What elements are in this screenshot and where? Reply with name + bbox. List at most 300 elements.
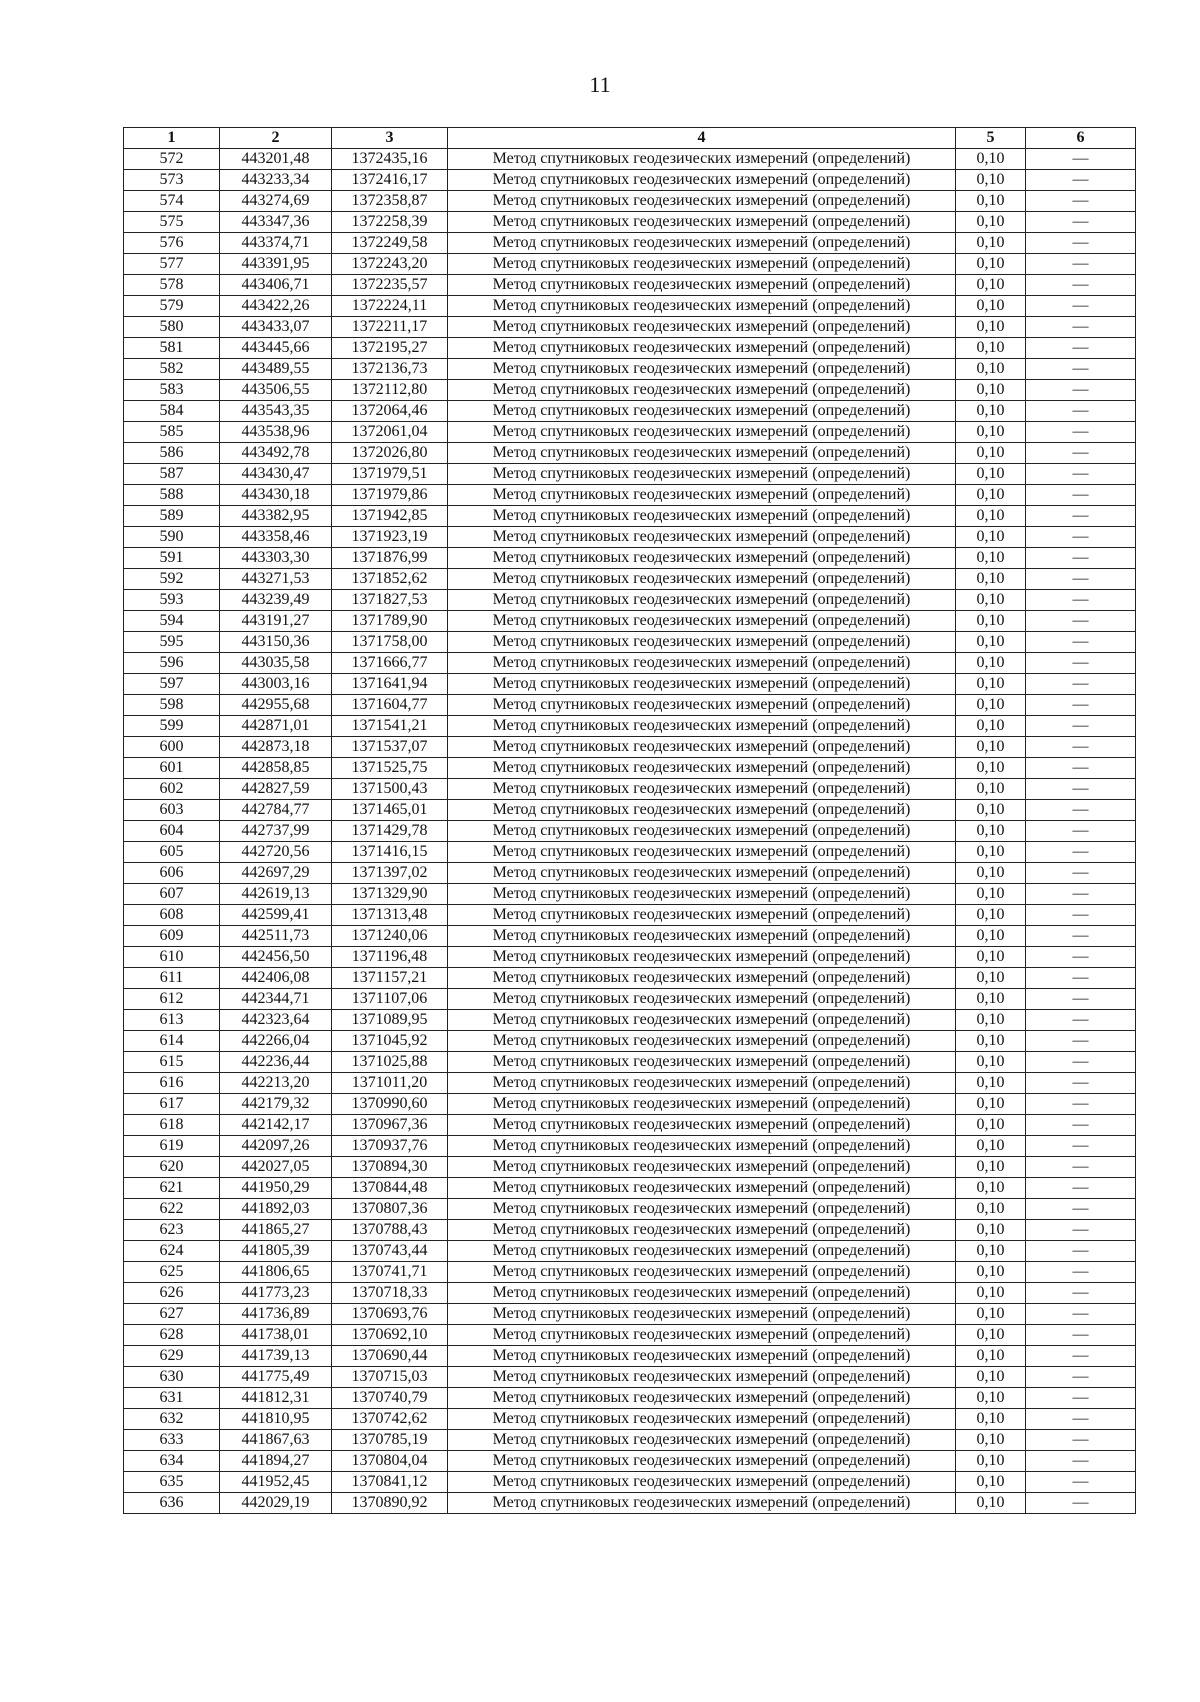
table-row: [124, 674, 1136, 695]
x-coordinate-cell: 442784,77: [220, 800, 332, 821]
note-cell: —: [1026, 317, 1136, 338]
x-coordinate-cell: 442179,32: [220, 1094, 332, 1115]
y-coordinate-cell: 1371979,51: [332, 464, 448, 485]
method-cell: Метод спутниковых геодезических измерений (определений): [448, 716, 956, 737]
x-coordinate-cell: 443303,30: [220, 548, 332, 569]
y-coordinate-cell: 1371313,48: [332, 905, 448, 926]
method-cell: Метод спутниковых геодезических измерений (определений): [448, 737, 956, 758]
y-coordinate-cell: 1371942,85: [332, 506, 448, 527]
x-coordinate-cell: 442955,68: [220, 695, 332, 716]
y-coordinate-cell: 1372026,80: [332, 443, 448, 464]
x-coordinate-cell: 443382,95: [220, 506, 332, 527]
point-number-cell: 614: [124, 1031, 220, 1052]
note-cell: —: [1026, 1115, 1136, 1136]
table-row: [124, 1262, 1136, 1283]
y-coordinate-cell: 1372224,11: [332, 296, 448, 317]
table-row: [124, 1367, 1136, 1388]
note-cell: —: [1026, 422, 1136, 443]
method-cell: Метод спутниковых геодезических измерений (определений): [448, 569, 956, 590]
note-cell: —: [1026, 464, 1136, 485]
table-row: [124, 401, 1136, 422]
point-number-cell: 632: [124, 1409, 220, 1430]
table-row: [124, 1073, 1136, 1094]
accuracy-cell: 0,10: [956, 653, 1026, 674]
note-cell: —: [1026, 674, 1136, 695]
table-row: [124, 422, 1136, 443]
point-number-cell: 574: [124, 191, 220, 212]
x-coordinate-cell: 443406,71: [220, 275, 332, 296]
note-cell: —: [1026, 548, 1136, 569]
table-header-row: [124, 128, 1136, 149]
y-coordinate-cell: 1370715,03: [332, 1367, 448, 1388]
x-coordinate-cell: 442029,19: [220, 1493, 332, 1514]
point-number-cell: 636: [124, 1493, 220, 1514]
method-cell: Метод спутниковых геодезических измерений (определений): [448, 1325, 956, 1346]
y-coordinate-cell: 1371666,77: [332, 653, 448, 674]
point-number-cell: 624: [124, 1241, 220, 1262]
x-coordinate-cell: 441806,65: [220, 1262, 332, 1283]
y-coordinate-cell: 1372358,87: [332, 191, 448, 212]
y-coordinate-cell: 1370690,44: [332, 1346, 448, 1367]
table-row: [124, 905, 1136, 926]
method-cell: Метод спутниковых геодезических измерений (определений): [448, 296, 956, 317]
table-row: [124, 149, 1136, 170]
y-coordinate-cell: 1371465,01: [332, 800, 448, 821]
method-cell: Метод спутниковых геодезических измерений (определений): [448, 1346, 956, 1367]
method-cell: Метод спутниковых геодезических измерений (определений): [448, 275, 956, 296]
method-cell: Метод спутниковых геодезических измерений (определений): [448, 1073, 956, 1094]
column-header-1: 1: [124, 128, 220, 149]
note-cell: —: [1026, 590, 1136, 611]
point-number-cell: 625: [124, 1262, 220, 1283]
point-number-cell: 595: [124, 632, 220, 653]
point-number-cell: 617: [124, 1094, 220, 1115]
x-coordinate-cell: 442737,99: [220, 821, 332, 842]
x-coordinate-cell: 442858,85: [220, 758, 332, 779]
method-cell: Метод спутниковых геодезических измерений (определений): [448, 947, 956, 968]
accuracy-cell: 0,10: [956, 1409, 1026, 1430]
method-cell: Метод спутниковых геодезических измерений (определений): [448, 1304, 956, 1325]
method-cell: Метод спутниковых геодезических измерений (определений): [448, 863, 956, 884]
table-row: [124, 989, 1136, 1010]
note-cell: —: [1026, 695, 1136, 716]
x-coordinate-cell: 442619,13: [220, 884, 332, 905]
note-cell: —: [1026, 275, 1136, 296]
accuracy-cell: 0,10: [956, 296, 1026, 317]
x-coordinate-cell: 441738,01: [220, 1325, 332, 1346]
method-cell: Метод спутниковых геодезических измерений (определений): [448, 1241, 956, 1262]
note-cell: —: [1026, 968, 1136, 989]
note-cell: —: [1026, 1241, 1136, 1262]
x-coordinate-cell: 441810,95: [220, 1409, 332, 1430]
method-cell: Метод спутниковых геодезических измерений (определений): [448, 338, 956, 359]
method-cell: Метод спутниковых геодезических измерений (определений): [448, 1031, 956, 1052]
point-number-cell: 623: [124, 1220, 220, 1241]
x-coordinate-cell: 442213,20: [220, 1073, 332, 1094]
y-coordinate-cell: 1370785,19: [332, 1430, 448, 1451]
x-coordinate-cell: 441865,27: [220, 1220, 332, 1241]
table-row: [124, 275, 1136, 296]
table-row: [124, 1430, 1136, 1451]
accuracy-cell: 0,10: [956, 527, 1026, 548]
accuracy-cell: 0,10: [956, 1367, 1026, 1388]
y-coordinate-cell: 1371157,21: [332, 968, 448, 989]
table-row: [124, 863, 1136, 884]
table-row: [124, 1157, 1136, 1178]
point-number-cell: 576: [124, 233, 220, 254]
method-cell: Метод спутниковых геодезических измерений (определений): [448, 1094, 956, 1115]
note-cell: —: [1026, 653, 1136, 674]
point-number-cell: 601: [124, 758, 220, 779]
note-cell: —: [1026, 485, 1136, 506]
point-number-cell: 618: [124, 1115, 220, 1136]
method-cell: Метод спутниковых геодезических измерений (определений): [448, 1409, 956, 1430]
table-row: [124, 443, 1136, 464]
y-coordinate-cell: 1370841,12: [332, 1472, 448, 1493]
note-cell: —: [1026, 1031, 1136, 1052]
point-number-cell: 620: [124, 1157, 220, 1178]
y-coordinate-cell: 1370740,79: [332, 1388, 448, 1409]
table-row: [124, 1220, 1136, 1241]
accuracy-cell: 0,10: [956, 968, 1026, 989]
x-coordinate-cell: 441812,31: [220, 1388, 332, 1409]
note-cell: —: [1026, 254, 1136, 275]
y-coordinate-cell: 1370844,48: [332, 1178, 448, 1199]
table-row: [124, 569, 1136, 590]
point-number-cell: 604: [124, 821, 220, 842]
y-coordinate-cell: 1370967,36: [332, 1115, 448, 1136]
y-coordinate-cell: 1370890,92: [332, 1493, 448, 1514]
point-number-cell: 589: [124, 506, 220, 527]
note-cell: —: [1026, 170, 1136, 191]
point-number-cell: 605: [124, 842, 220, 863]
table-row: [124, 779, 1136, 800]
point-number-cell: 588: [124, 485, 220, 506]
y-coordinate-cell: 1372211,17: [332, 317, 448, 338]
point-number-cell: 583: [124, 380, 220, 401]
y-coordinate-cell: 1371011,20: [332, 1073, 448, 1094]
y-coordinate-cell: 1371107,06: [332, 989, 448, 1010]
y-coordinate-cell: 1370741,71: [332, 1262, 448, 1283]
point-number-cell: 590: [124, 527, 220, 548]
x-coordinate-cell: 443543,35: [220, 401, 332, 422]
x-coordinate-cell: 442871,01: [220, 716, 332, 737]
table-row: [124, 1409, 1136, 1430]
method-cell: Метод спутниковых геодезических измерений (определений): [448, 1367, 956, 1388]
method-cell: Метод спутниковых геодезических измерений (определений): [448, 1493, 956, 1514]
method-cell: Метод спутниковых геодезических измерений (определений): [448, 821, 956, 842]
point-number-cell: 586: [124, 443, 220, 464]
method-cell: Метод спутниковых геодезических измерений (определений): [448, 191, 956, 212]
accuracy-cell: 0,10: [956, 149, 1026, 170]
y-coordinate-cell: 1372064,46: [332, 401, 448, 422]
note-cell: —: [1026, 401, 1136, 422]
table-row: [124, 296, 1136, 317]
x-coordinate-cell: 442406,08: [220, 968, 332, 989]
y-coordinate-cell: 1371416,15: [332, 842, 448, 863]
accuracy-cell: 0,10: [956, 800, 1026, 821]
method-cell: Метод спутниковых геодезических измерений (определений): [448, 401, 956, 422]
x-coordinate-cell: 442323,64: [220, 1010, 332, 1031]
note-cell: —: [1026, 212, 1136, 233]
note-cell: —: [1026, 1157, 1136, 1178]
point-number-cell: 610: [124, 947, 220, 968]
accuracy-cell: 0,10: [956, 1493, 1026, 1514]
note-cell: —: [1026, 1199, 1136, 1220]
note-cell: —: [1026, 863, 1136, 884]
y-coordinate-cell: 1371789,90: [332, 611, 448, 632]
table-row: [124, 653, 1136, 674]
note-cell: —: [1026, 905, 1136, 926]
point-number-cell: 575: [124, 212, 220, 233]
note-cell: —: [1026, 1178, 1136, 1199]
note-cell: —: [1026, 1472, 1136, 1493]
point-number-cell: 579: [124, 296, 220, 317]
x-coordinate-cell: 443358,46: [220, 527, 332, 548]
y-coordinate-cell: 1371240,06: [332, 926, 448, 947]
column-header-5: 5: [956, 128, 1026, 149]
note-cell: —: [1026, 443, 1136, 464]
point-number-cell: 593: [124, 590, 220, 611]
y-coordinate-cell: 1372416,17: [332, 170, 448, 191]
table-row: [124, 632, 1136, 653]
note-cell: —: [1026, 1094, 1136, 1115]
y-coordinate-cell: 1372112,80: [332, 380, 448, 401]
accuracy-cell: 0,10: [956, 443, 1026, 464]
column-header-3: 3: [332, 128, 448, 149]
point-number-cell: 630: [124, 1367, 220, 1388]
method-cell: Метод спутниковых геодезических измерений (определений): [448, 884, 956, 905]
note-cell: —: [1026, 191, 1136, 212]
accuracy-cell: 0,10: [956, 1451, 1026, 1472]
method-cell: Метод спутниковых геодезических измерений (определений): [448, 212, 956, 233]
method-cell: Метод спутниковых геодезических измерений (определений): [448, 653, 956, 674]
x-coordinate-cell: 442456,50: [220, 947, 332, 968]
table-row: [124, 842, 1136, 863]
table-row: [124, 821, 1136, 842]
point-number-cell: 615: [124, 1052, 220, 1073]
note-cell: —: [1026, 989, 1136, 1010]
x-coordinate-cell: 442697,29: [220, 863, 332, 884]
note-cell: —: [1026, 1451, 1136, 1472]
x-coordinate-cell: 443271,53: [220, 569, 332, 590]
y-coordinate-cell: 1371876,99: [332, 548, 448, 569]
y-coordinate-cell: 1370990,60: [332, 1094, 448, 1115]
point-number-cell: 622: [124, 1199, 220, 1220]
point-number-cell: 582: [124, 359, 220, 380]
point-number-cell: 607: [124, 884, 220, 905]
y-coordinate-cell: 1371045,92: [332, 1031, 448, 1052]
accuracy-cell: 0,10: [956, 779, 1026, 800]
y-coordinate-cell: 1371429,78: [332, 821, 448, 842]
method-cell: Метод спутниковых геодезических измерений (определений): [448, 695, 956, 716]
note-cell: —: [1026, 632, 1136, 653]
method-cell: Метод спутниковых геодезических измерений (определений): [448, 317, 956, 338]
table-row: [124, 233, 1136, 254]
table-row: [124, 464, 1136, 485]
note-cell: —: [1026, 716, 1136, 737]
table-body: [124, 149, 1136, 1514]
point-number-cell: 631: [124, 1388, 220, 1409]
note-cell: —: [1026, 1367, 1136, 1388]
accuracy-cell: 0,10: [956, 1178, 1026, 1199]
accuracy-cell: 0,10: [956, 632, 1026, 653]
point-number-cell: 581: [124, 338, 220, 359]
point-number-cell: 600: [124, 737, 220, 758]
x-coordinate-cell: 441775,49: [220, 1367, 332, 1388]
y-coordinate-cell: 1370693,76: [332, 1304, 448, 1325]
x-coordinate-cell: 443233,34: [220, 170, 332, 191]
point-number-cell: 602: [124, 779, 220, 800]
note-cell: —: [1026, 149, 1136, 170]
table-row: [124, 926, 1136, 947]
table-row: [124, 1283, 1136, 1304]
point-number-cell: 577: [124, 254, 220, 275]
accuracy-cell: 0,10: [956, 1325, 1026, 1346]
y-coordinate-cell: 1372235,57: [332, 275, 448, 296]
method-cell: Метод спутниковых геодезических измерений (определений): [448, 464, 956, 485]
x-coordinate-cell: 442344,71: [220, 989, 332, 1010]
method-cell: Метод спутниковых геодезических измерений (определений): [448, 1262, 956, 1283]
x-coordinate-cell: 442511,73: [220, 926, 332, 947]
table-row: [124, 485, 1136, 506]
note-cell: —: [1026, 884, 1136, 905]
y-coordinate-cell: 1370692,10: [332, 1325, 448, 1346]
method-cell: Метод спутниковых геодезических измерений (определений): [448, 149, 956, 170]
y-coordinate-cell: 1371397,02: [332, 863, 448, 884]
y-coordinate-cell: 1371541,21: [332, 716, 448, 737]
note-cell: —: [1026, 821, 1136, 842]
accuracy-cell: 0,10: [956, 1262, 1026, 1283]
method-cell: Метод спутниковых геодезических измерений (определений): [448, 359, 956, 380]
accuracy-cell: 0,10: [956, 737, 1026, 758]
method-cell: Метод спутниковых геодезических измерений (определений): [448, 926, 956, 947]
x-coordinate-cell: 443003,16: [220, 674, 332, 695]
accuracy-cell: 0,10: [956, 548, 1026, 569]
method-cell: Метод спутниковых геодезических измерений (определений): [448, 1178, 956, 1199]
method-cell: Метод спутниковых геодезических измерений (определений): [448, 632, 956, 653]
note-cell: —: [1026, 1388, 1136, 1409]
point-number-cell: 584: [124, 401, 220, 422]
accuracy-cell: 0,10: [956, 1220, 1026, 1241]
point-number-cell: 626: [124, 1283, 220, 1304]
accuracy-cell: 0,10: [956, 1157, 1026, 1178]
note-cell: —: [1026, 758, 1136, 779]
method-cell: Метод спутниковых геодезических измерений (определений): [448, 506, 956, 527]
method-cell: Метод спутниковых геодезических измерений (определений): [448, 380, 956, 401]
accuracy-cell: 0,10: [956, 1241, 1026, 1262]
table-row: [124, 758, 1136, 779]
accuracy-cell: 0,10: [956, 422, 1026, 443]
point-number-cell: 594: [124, 611, 220, 632]
x-coordinate-cell: 443538,96: [220, 422, 332, 443]
accuracy-cell: 0,10: [956, 1115, 1026, 1136]
point-number-cell: 573: [124, 170, 220, 191]
point-number-cell: 597: [124, 674, 220, 695]
point-number-cell: 629: [124, 1346, 220, 1367]
note-cell: —: [1026, 1283, 1136, 1304]
accuracy-cell: 0,10: [956, 485, 1026, 506]
table-row: [124, 1241, 1136, 1262]
x-coordinate-cell: 441892,03: [220, 1199, 332, 1220]
accuracy-cell: 0,10: [956, 905, 1026, 926]
point-number-cell: 628: [124, 1325, 220, 1346]
point-number-cell: 587: [124, 464, 220, 485]
y-coordinate-cell: 1371852,62: [332, 569, 448, 590]
y-coordinate-cell: 1372061,04: [332, 422, 448, 443]
accuracy-cell: 0,10: [956, 317, 1026, 338]
method-cell: Метод спутниковых геодезических измерений (определений): [448, 590, 956, 611]
point-number-cell: 599: [124, 716, 220, 737]
accuracy-cell: 0,10: [956, 1472, 1026, 1493]
table-row: [124, 800, 1136, 821]
x-coordinate-cell: 443191,27: [220, 611, 332, 632]
y-coordinate-cell: 1371025,88: [332, 1052, 448, 1073]
method-cell: Метод спутниковых геодезических измерений (определений): [448, 1430, 956, 1451]
y-coordinate-cell: 1371758,00: [332, 632, 448, 653]
note-cell: —: [1026, 1346, 1136, 1367]
x-coordinate-cell: 443433,07: [220, 317, 332, 338]
accuracy-cell: 0,10: [956, 1052, 1026, 1073]
y-coordinate-cell: 1372249,58: [332, 233, 448, 254]
x-coordinate-cell: 443492,78: [220, 443, 332, 464]
accuracy-cell: 0,10: [956, 716, 1026, 737]
table-row: [124, 380, 1136, 401]
accuracy-cell: 0,10: [956, 989, 1026, 1010]
method-cell: Метод спутниковых геодезических измерений (определений): [448, 548, 956, 569]
method-cell: Метод спутниковых геодезических измерений (определений): [448, 758, 956, 779]
table-row: [124, 254, 1136, 275]
note-cell: —: [1026, 1430, 1136, 1451]
x-coordinate-cell: 442720,56: [220, 842, 332, 863]
method-cell: Метод спутниковых геодезических измерений (определений): [448, 1010, 956, 1031]
x-coordinate-cell: 442236,44: [220, 1052, 332, 1073]
x-coordinate-cell: 443430,18: [220, 485, 332, 506]
note-cell: —: [1026, 1409, 1136, 1430]
accuracy-cell: 0,10: [956, 380, 1026, 401]
table-row: [124, 1178, 1136, 1199]
table-row: [124, 1493, 1136, 1514]
x-coordinate-cell: 442266,04: [220, 1031, 332, 1052]
table-row: [124, 317, 1136, 338]
accuracy-cell: 0,10: [956, 1136, 1026, 1157]
y-coordinate-cell: 1372258,39: [332, 212, 448, 233]
note-cell: —: [1026, 947, 1136, 968]
accuracy-cell: 0,10: [956, 275, 1026, 296]
table-row: [124, 1136, 1136, 1157]
accuracy-cell: 0,10: [956, 1388, 1026, 1409]
table-row: [124, 590, 1136, 611]
note-cell: —: [1026, 233, 1136, 254]
accuracy-cell: 0,10: [956, 233, 1026, 254]
table-row: [124, 1199, 1136, 1220]
accuracy-cell: 0,10: [956, 674, 1026, 695]
x-coordinate-cell: 442097,26: [220, 1136, 332, 1157]
y-coordinate-cell: 1370894,30: [332, 1157, 448, 1178]
note-cell: —: [1026, 1493, 1136, 1514]
x-coordinate-cell: 442027,05: [220, 1157, 332, 1178]
note-cell: —: [1026, 1052, 1136, 1073]
y-coordinate-cell: 1370937,76: [332, 1136, 448, 1157]
page-number: 11: [589, 72, 611, 97]
x-coordinate-cell: 443150,36: [220, 632, 332, 653]
table-row: [124, 170, 1136, 191]
accuracy-cell: 0,10: [956, 1283, 1026, 1304]
method-cell: Метод спутниковых геодезических измерений (определений): [448, 1220, 956, 1241]
accuracy-cell: 0,10: [956, 1199, 1026, 1220]
x-coordinate-cell: 443347,36: [220, 212, 332, 233]
x-coordinate-cell: 443506,55: [220, 380, 332, 401]
